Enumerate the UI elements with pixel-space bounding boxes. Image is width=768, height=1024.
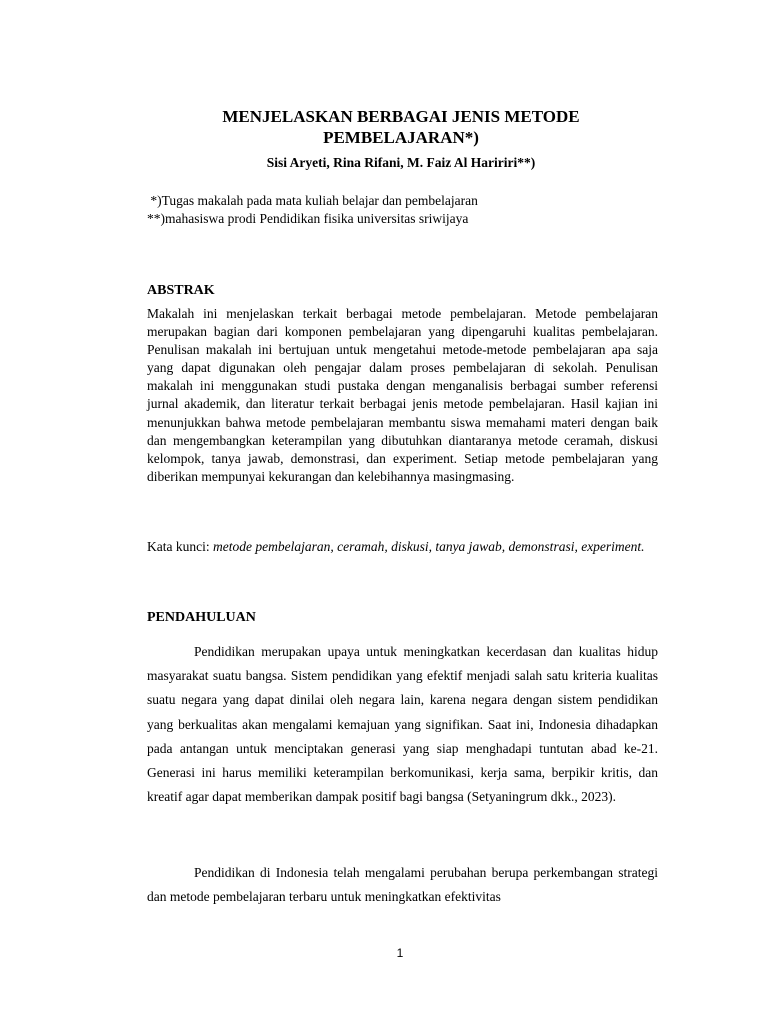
abstract-body: Makalah ini menjelaskan terkait berbagai metode pembelajaran. Metode pembelajaran merupakan bagian dari komponen pembelajaran yang dipengaruhi kualitas pembelajaran. Penulisan makalah ini bertujuan untuk mengetahui metode-metode pembelajaran apa saja yang dapat digunakan oleh pengajar dalam proses pembelajaran di sekolah. Penulisan makalah ini menggunakan studi pustaka dengan menganalisis berbagai sumber referensi jurnal akademik, dan literatur terkait berbagai jenis metode pembelajaran. Hasil kajian ini menunjukkan bahwa metode pembelajaran membantu siswa memahami materi dengan baik dan mengembangkan keterampilan yang dibutuhkan diantaranya metode ceramah, diskusi kelompok, tanya jawab, demonstrasi, dan experiment. Setiap metode pembelajaran yang diberikan mempunyai kekurangan dan kelebihannya masingmasing. — [147, 306, 658, 484]
abstract-heading: ABSTRAK — [147, 283, 215, 298]
intro-paragraph-1: Pendidikan merupakan upaya untuk meningkatkan kecerdasan dan kualitas hidup masyarakat suatu bangsa. Sistem pendidikan yang efektif menjadi salah satu kriteria kualitas suatu negara yang dapat dinilai oleh negara lain, karena negara dengan sistem pendidikan yang berkualitas akan mengalami kemajuan yang signifikan. Saat ini, Indonesia dihadapkan pada antangan untuk menciptakan generasi yang siap menghadapi tuntutan abad ke-21. Generasi ini harus memiliki keterampilan berkomunikasi, kerja sama, berpikir kritis, dan kreatif agar dapat memberikan dampak positif bagi bangsa (Setyaningrum dkk., 2023). — [147, 644, 658, 805]
intro-paragraph-2: Pendidikan di Indonesia telah mengalami perubahan berupa perkembangan strategi dan metode pembelajaran terbaru untuk meningkatkan efektivitas — [147, 865, 658, 905]
keywords-label: Kata kunci: — [147, 539, 213, 554]
author-list: Sisi Aryeti, Rina Rifani, M. Faiz Al Haririri**) — [266, 155, 536, 170]
footnotes — [147, 192, 647, 228]
page-number: 1 — [396, 946, 404, 960]
note-course: *)Tugas makalah pada mata kuliah belajar dan pembelajaran — [147, 193, 478, 208]
introduction-heading: PENDAHULUAN — [147, 610, 256, 625]
keywords — [147, 538, 658, 556]
note-affiliation: **)mahasiswa prodi Pendidikan fisika universitas sriwijaya — [147, 211, 469, 226]
keywords-list: metode pembelajaran, ceramah, diskusi, tanya jawab, demonstrasi, experiment. — [212, 539, 645, 554]
paper-title: MENJELASKAN BERBAGAI JENIS METODE PEMBELAJARAN*) — [222, 107, 580, 147]
